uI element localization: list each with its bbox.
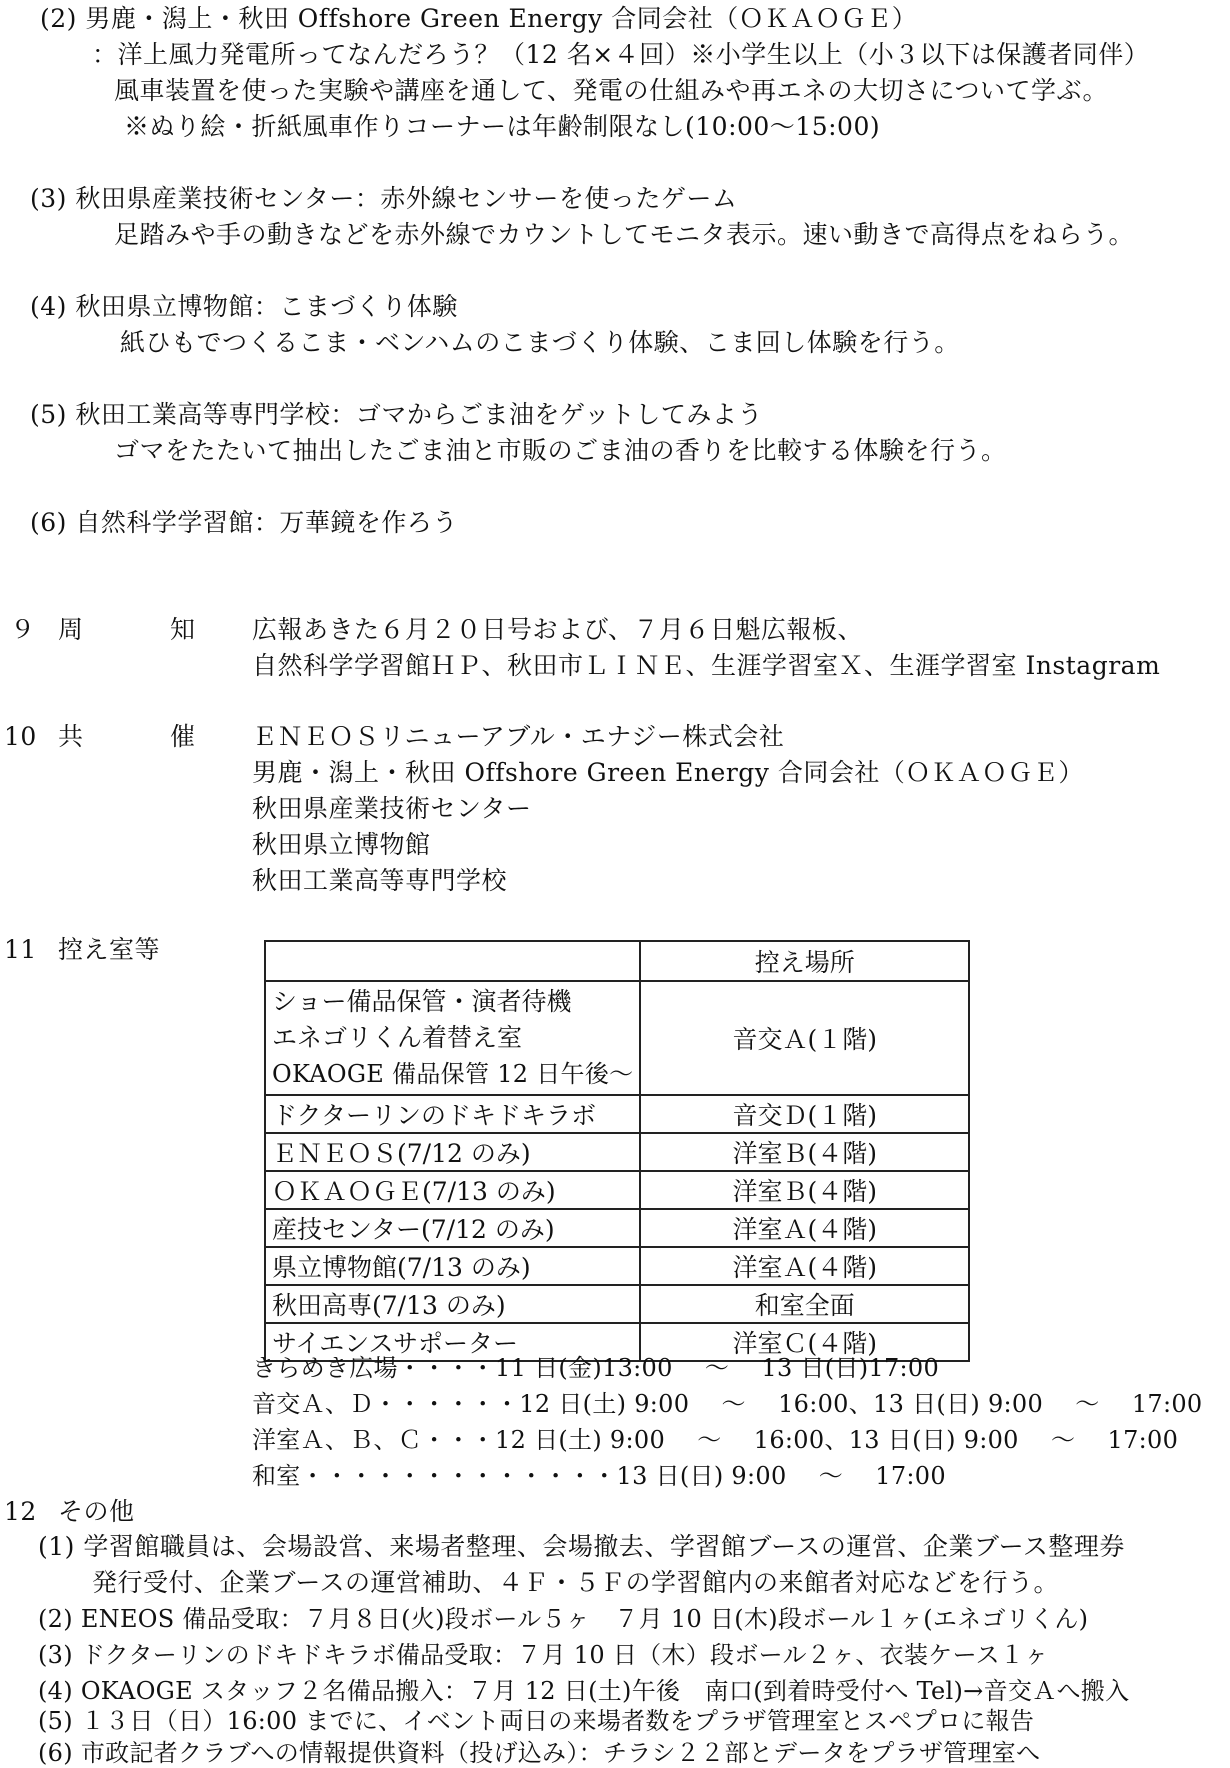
schedule-line: きらめき広場・・・・11 日(金)13:00 ～ 13 日(日)17:00 xyxy=(252,1354,940,1382)
table-header-place: 控え場所 xyxy=(640,941,969,981)
table-row xyxy=(265,1095,969,1133)
other-item: (6) 市政記者クラブへの情報提供資料（投げ込み）：チラシ２２部とデータをプラザ管理室へ xyxy=(38,1739,1041,1767)
section-12-number: 12 xyxy=(4,1497,37,1526)
other-item: 発行受付、企業ブースの運営補助、４Ｆ・５Ｆの学習館内の来館者対応などを行う。 xyxy=(92,1568,1060,1597)
table-cell-who: サイエンスサポーター xyxy=(265,1323,640,1361)
table-cell-who: 県立博物館(7/13 のみ) xyxy=(265,1247,640,1285)
item-3-title: (3) 秋田県産業技術センター：赤外線センサーを使ったゲーム xyxy=(30,184,738,213)
other-item: (4) OKAOGE スタッフ２名備品搬入：７月 12 日(土)午後 南口(到着時受付へ Tel)→音交Ａへ搬入 xyxy=(38,1677,1130,1705)
table-cell-place: 洋室Ｃ(４階) xyxy=(640,1323,969,1361)
table-row xyxy=(265,981,969,1095)
table-row xyxy=(265,1133,969,1171)
table-row xyxy=(265,1209,969,1247)
schedule-line: 音交Ａ、Ｄ・・・・・・12 日(土) 9:00 ～ 16:00、13 日(日) 9:00 ～ 17:00 xyxy=(252,1390,1203,1418)
other-item: (5) １３日（日）16:00 までに、イベント両日の来場者数をプラザ管理室とスペプロに報告 xyxy=(38,1707,1035,1735)
who-line: OKAOGE 備品保管 12 日午後～ xyxy=(272,1060,634,1088)
section-12-title: その他 xyxy=(58,1497,135,1526)
section-11-number: 11 xyxy=(4,935,37,964)
table-cell-place: 洋室Ｂ(４階) xyxy=(640,1171,969,1209)
section-9-line-1: 広報あきた６月２０日号および、７月６日魁広報板、 xyxy=(252,615,864,644)
table-header-blank xyxy=(265,941,640,981)
table-cell-place: 音交Ｄ(１階) xyxy=(640,1095,969,1133)
item-2-note: ※ぬり絵・折紙風車作りコーナーは年齢制限なし(10:00～15:00) xyxy=(124,112,881,141)
item-5-description: ゴマをたたいて抽出したごま油と市販のごま油の香りを比較する体験を行う。 xyxy=(114,436,1007,465)
waiting-room-table xyxy=(264,940,970,1362)
who-line: ショー備品保管・演者待機 xyxy=(272,987,572,1016)
section-9-number: ９ xyxy=(10,615,36,644)
sponsor-line: 秋田県立博物館 xyxy=(252,830,431,859)
table-cell-who: 産技センター(7/12 のみ) xyxy=(265,1209,640,1247)
item-2-title: (2) 男鹿・潟上・秋田 Offshore Green Energy 合同会社（ＯＫＡＯＧＥ） xyxy=(40,4,918,33)
item-3-description: 足踏みや手の動きなどを赤外線でカウントしてモニタ表示。速い動きで高得点をねらう。 xyxy=(114,220,1135,249)
table-header-row xyxy=(265,941,969,981)
sponsor-line: 男鹿・潟上・秋田 Offshore Green Energy 合同会社（ＯＫＡＯＧＥ） xyxy=(252,758,1084,787)
table-cell-place: 洋室Ａ(４階) xyxy=(640,1209,969,1247)
table-row xyxy=(265,1171,969,1209)
section-9-title-a: 周 xyxy=(58,615,84,644)
item-6-title: (6) 自然科学学習館：万華鏡を作ろう xyxy=(30,508,458,537)
table-cell-who: ＯＫＡＯＧＥ(7/13 のみ) xyxy=(265,1171,640,1209)
table-cell-who xyxy=(265,981,640,1095)
other-item: (1) 学習館職員は、会場設営、来場者整理、会場撤去、学習館ブースの運営、企業ブース整理券 xyxy=(38,1532,1125,1561)
schedule-line: 洋室Ａ、Ｂ、Ｃ・・・12 日(土) 9:00 ～ 16:00、13 日(日) 9:00 ～ 17:00 xyxy=(252,1426,1179,1454)
who-line: エネゴリくん着替え室 xyxy=(272,1023,523,1052)
item-4-title: (4) 秋田県立博物館：こまづくり体験 xyxy=(30,292,458,321)
section-11-title: 控え室等 xyxy=(58,935,161,964)
sponsor-line: 秋田県産業技術センター xyxy=(252,794,532,823)
section-9-line-2: 自然科学学習館ＨＰ、秋田市ＬＩＮＥ、生涯学習室Ｘ、生涯学習室 Instagram xyxy=(252,651,1161,680)
item-4-description: 紙ひもでつくるこま・ベンハムのこまづくり体験、こま回し体験を行う。 xyxy=(120,328,960,357)
section-10-number: 10 xyxy=(4,722,37,751)
table-cell-place: 和室全面 xyxy=(640,1285,969,1323)
table-cell-place: 音交Ａ(１階) xyxy=(640,981,969,1095)
table-cell-who: ドクターリンのドキドキラボ xyxy=(265,1095,640,1133)
sponsor-line: ＥＮＥＯＳリニューアブル・エナジー株式会社 xyxy=(252,722,785,751)
section-9-title-b: 知 xyxy=(170,615,196,644)
schedule-line: 和室・・・・・・・・・・・・・13 日(日) 9:00 ～ 17:00 xyxy=(252,1462,946,1490)
item-5-title: (5) 秋田工業高等専門学校：ゴマからごま油をゲットしてみよう xyxy=(30,400,763,429)
section-10-title-b: 催 xyxy=(170,722,196,751)
table-cell-place: 洋室Ｂ(４階) xyxy=(640,1133,969,1171)
item-2-description: 風車装置を使った実験や講座を通して、発電の仕組みや再エネの大切さについて学ぶ。 xyxy=(114,76,1109,105)
other-item: (2) ENEOS 備品受取：７月８日(火)段ボール５ヶ ７月 10 日(木)段ボール１ヶ(エネゴリくん) xyxy=(38,1605,1089,1633)
section-10-title-a: 共 xyxy=(58,722,84,751)
table-cell-who: ＥＮＥＯＳ(7/12 のみ) xyxy=(265,1133,640,1171)
other-item: (3) ドクターリンのドキドキラボ備品受取：７月 10 日（木）段ボール２ヶ、衣装ケース１ヶ xyxy=(38,1641,1049,1669)
item-2-subtitle: ：洋上風力発電所ってなんだろう？（12 名×４回）※小学生以上（小３以下は保護者同伴） xyxy=(92,40,1150,69)
table-row xyxy=(265,1247,969,1285)
table-cell-place: 洋室Ａ(４階) xyxy=(640,1247,969,1285)
table-row xyxy=(265,1285,969,1323)
sponsor-line: 秋田工業高等専門学校 xyxy=(252,866,508,895)
table-cell-who: 秋田高専(7/13 のみ) xyxy=(265,1285,640,1323)
